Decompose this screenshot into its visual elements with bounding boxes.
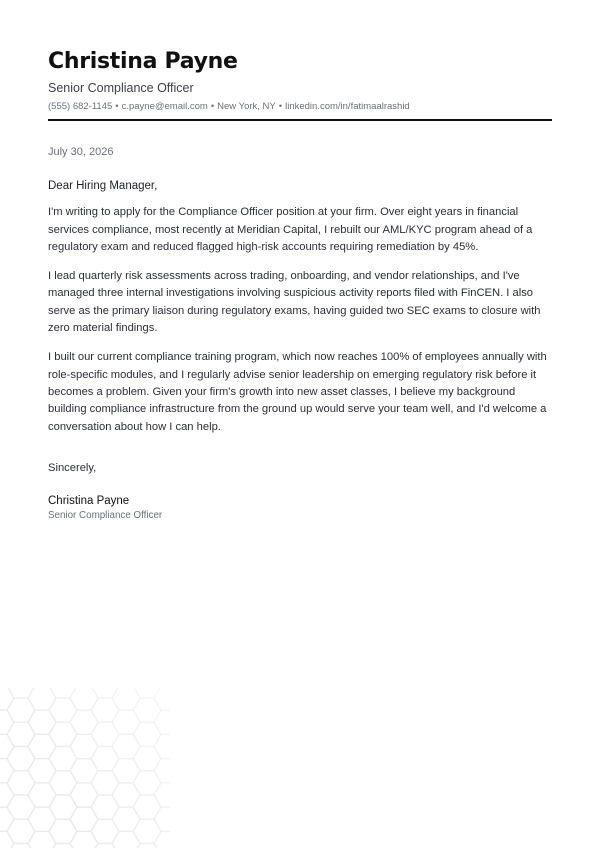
contact-separator: • [278,101,283,112]
contact-separator: • [115,101,119,112]
body-paragraph: I lead quarterly risk assessments across trading, onboarding, and vendor relationships, and I've managed three internal investigations involving suspicious activity reports filed with FinCEN. I also serve as the primary liaison during regulatory exams, having guided two SEC exams to closure with zero material findings. [48,270,541,335]
header-divider [48,119,552,121]
contact-line [48,100,552,114]
signature-title: Senior Compliance Officer [48,510,163,522]
salutation: Dear Hiring Manager, [48,180,158,192]
letter-header [48,48,552,114]
applicant-name: Christina Payne [48,49,238,74]
body-paragraph: I built our current compliance training program, which now reaches 100% of employees annually with role-specific modules, and I regularly advise senior leadership on emerging regulatory risk before it becomes a problem. Given your firm's growth into new asset classes, I believe my background building compliance infrastructure from the ground up would serve your team well, and I'd welcome a conversation about how I can help. [48,351,547,433]
contact-location: New York, NY [217,101,276,112]
contact-phone: (555) 682-1145 [48,101,113,112]
applicant-title: Senior Compliance Officer [48,81,194,95]
hexagon-pattern-decoration [0,688,170,848]
body-paragraph: I'm writing to apply for the Compliance Officer position at your firm. Over eight years in financial services compliance, most recently at Meridian Capital, I rebuilt our AML/KYC program ahead of a regulatory exam and reduced flagged high-risk accounts requiring remediation by 45%. [48,206,533,253]
contact-separator: • [210,101,215,112]
contact-email: c.payne@email.com [121,101,208,112]
contact-linkedin: linkedin.com/in/fatimaalrashid [285,101,410,112]
letter-body [48,178,552,523]
signature-name: Christina Payne [48,495,130,508]
closing: Sincerely, [48,461,97,474]
letter-date: July 30, 2026 [48,146,114,158]
